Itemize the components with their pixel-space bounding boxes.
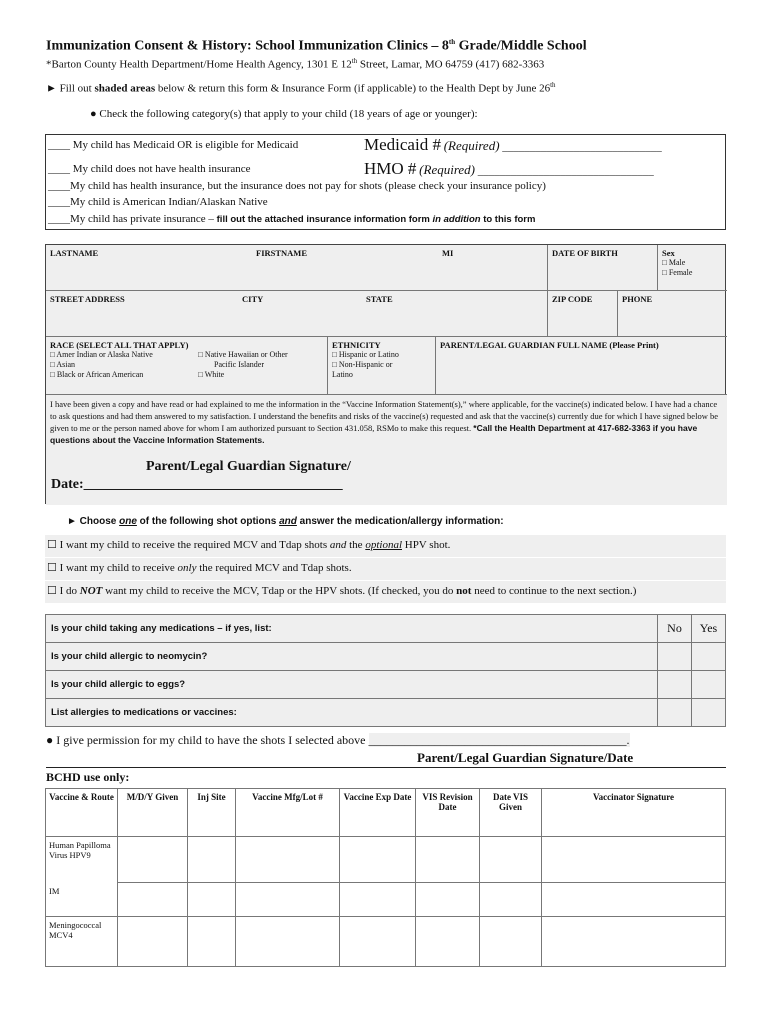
native-row[interactable]: ____My child is American Indian/Alaskan Native [48,196,268,208]
header-date-given: M/D/Y Given [118,789,188,837]
header-vis-given: Date VIS Given [480,789,542,837]
eggs-question: Is your child allergic to eggs? [46,671,658,699]
dob-cell[interactable]: DATE OF BIRTH [548,245,658,291]
table-cell[interactable] [542,917,726,967]
table-row [46,883,726,917]
table-cell[interactable] [188,837,236,883]
race-hawaiian-checkbox[interactable]: □ Native Hawaiian or Other [198,350,288,359]
guardian-name-cell[interactable]: PARENT/LEGAL GUARDIAN FULL NAME (Please Print) [436,337,727,395]
phone-cell[interactable]: PHONE [618,291,727,337]
neomycin-yes[interactable] [692,643,726,671]
medication-table [45,614,726,727]
bchd-use-title: BCHD use only: [46,770,130,784]
allergy-list-question: List allergies to medications or vaccines: [46,699,658,727]
table-cell[interactable] [236,883,340,917]
hpv-vaccine-cell: Human Papilloma Virus HPV9 [46,837,118,883]
female-checkbox[interactable]: □ Female [662,268,693,277]
medication-question: Is your child taking any medications – if yes, list: [46,615,658,643]
table-cell[interactable] [188,917,236,967]
race-black-checkbox[interactable]: □ Black or African American [50,370,144,379]
table-cell[interactable] [340,917,416,967]
guardian-signature-label: Parent/Legal Guardian Signature/ [146,459,351,474]
shot-options-heading: ► Choose one of the following shot options and answer the medication/allergy information: [67,516,504,527]
male-checkbox[interactable]: □ Male [662,258,686,267]
table-row [46,615,726,643]
eth-non-hispanic-cont: Latino [332,370,353,379]
address-cell[interactable] [46,291,548,337]
header-vaccine-route: Vaccine & Route [46,789,118,837]
table-row [46,837,726,883]
lastname-label: LASTNAME [50,248,99,258]
private-insurance-row[interactable]: ____My child has private insurance – fill out the attached insurance information form in addition to this form [48,213,536,225]
form-title: Immunization Consent & History: School Immunization Clinics – 8th Grade/Middle School [46,38,587,54]
sex-cell[interactable]: Sex □ Male □ Female [658,245,727,291]
hmo-number-field[interactable]: ________________________________ [477,165,654,177]
table-row [46,917,726,967]
guardian-signature-date-field[interactable]: Date:_____________________________________ [51,477,343,492]
option-required-only[interactable]: ☐ I want my child to receive only the required MCV and Tdap shots. [45,558,726,580]
category-note: ● Check the following category(s) that apply to your child (18 years of age or younger): [90,108,478,120]
eggs-yes[interactable] [692,671,726,699]
medicaid-number-label: Medicaid # [364,135,441,154]
table-cell[interactable] [188,883,236,917]
race-hawaiian-cont: Pacific Islander [214,360,264,369]
medication-yes[interactable]: Yes [692,615,726,643]
race-white-checkbox[interactable]: □ White [198,370,225,379]
table-row [46,643,726,671]
table-cell[interactable] [118,837,188,883]
race-asian-checkbox[interactable]: □ Asian [50,360,76,369]
table-cell[interactable] [416,917,480,967]
state-label: STATE [366,294,393,304]
underinsured-row[interactable]: ____My child has health insurance, but the insurance does not pay for shots (please check your insurance policy) [48,180,546,192]
eth-non-hispanic-checkbox[interactable]: □ Non-Hispanic or [332,360,393,369]
consent-statement: I have been given a copy and have read or had explained to me the information in the “Vaccine Information Statement(s),” where applicable, for the vaccine(s) indicated below. I have had a chance to ask questions and had them answered to my satisfaction. I understand the benefits and risks of the vaccine(s) requested and ask that the vaccine(s) currently due for which I have signed below be given to me or the person named above for whom I am authorized pursuant to Section 431.058, RSMo to make this request. *Call the Health Department at 417-682-3363 if you have questions about the Vaccine Information Statements. Parent/Legal Guardian Signature/ Date:_____________________________________ [46,395,727,505]
table-cell[interactable] [340,883,416,917]
table-cell[interactable] [118,883,188,917]
permission-statement: ● I give permission for my child to have the shots I selected above ___________________________________________. [46,733,630,747]
no-insurance-row[interactable]: ____ My child does not have health insurance HMO # (Required) ________________________________ [48,159,654,178]
medication-no[interactable]: No [658,615,692,643]
mi-label: MI [442,248,454,258]
option-no-shots[interactable]: ☐ I do NOT want my child to receive the MCV, Tdap or the HPV shots. (If checked, you do not need to continue to the next section.) [45,581,726,603]
permission-signature-label: Parent/Legal Guardian Signature/Date [417,750,634,765]
table-cell[interactable] [480,837,542,883]
table-cell[interactable] [480,917,542,967]
divider [46,767,726,768]
return-instruction: ► Fill out shaded areas below & return this form & Insurance Form (if applicable) to the Health Dept by June 26th [46,81,556,95]
street-label: STREET ADDRESS [50,294,125,304]
header-exp-date: Vaccine Exp Date [340,789,416,837]
medicaid-row[interactable]: ____ My child has Medicaid OR is eligible for Medicaid Medicaid # (Required) _____________________________ [48,135,662,154]
race-cell: RACE (SELECT ALL THAT APPLY) □ Amer Indian or Alaska Native □ Native Hawaiian or Other □ Asian Pacific Islander □ Black or African American □ White [46,337,328,395]
table-cell[interactable] [542,883,726,917]
table-row [46,671,726,699]
header-vaccinator-signature: Vaccinator Signature [542,789,726,837]
firstname-label: FIRSTNAME [256,248,308,258]
eggs-no[interactable] [658,671,692,699]
table-cell[interactable] [416,837,480,883]
header-vis-revision: VIS Revision Date [416,789,480,837]
table-row [46,699,726,727]
table-cell[interactable] [118,917,188,967]
bchd-vaccine-table [45,788,726,967]
zip-cell[interactable]: ZIP CODE [548,291,618,337]
table-cell[interactable] [236,917,340,967]
city-label: CITY [242,294,264,304]
table-cell[interactable] [480,883,542,917]
option-all-shots[interactable]: ☐ I want my child to receive the required MCV and Tdap shots and the optional HPV shot. [45,535,726,557]
table-cell[interactable] [340,837,416,883]
neomycin-no[interactable] [658,643,692,671]
permission-signature-field[interactable]: ___________________________________________. [368,733,630,747]
header-inj-site: Inj Site [188,789,236,837]
name-cell[interactable] [46,245,548,291]
neomycin-question: Is your child allergic to neomycin? [46,643,658,671]
header-mfg-lot: Vaccine Mfg/Lot # [236,789,340,837]
table-header-row [46,789,726,837]
hmo-number-label: HMO # [364,159,417,178]
child-info-grid [45,244,726,504]
allergy-yes[interactable] [692,699,726,727]
table-cell[interactable] [416,883,480,917]
agency-address: *Barton County Health Department/Home Health Agency, 1301 E 12th Street, Lamar, MO 64759 (417) 682-3363 [46,57,545,71]
medicaid-number-field[interactable]: _____________________________ [502,141,662,153]
ethnicity-cell: ETHNICITY □ Hispanic or Latino □ Non-Hispanic or Latino [328,337,436,395]
eth-hispanic-checkbox[interactable]: □ Hispanic or Latino [332,350,399,359]
table-cell[interactable] [542,837,726,883]
hpv-route-cell: IM [46,883,118,917]
mcv-vaccine-cell: Meningococcal MCV4 [46,917,118,967]
race-amer-indian-checkbox[interactable]: □ Amer Indian or Alaska Native [50,350,153,359]
allergy-no[interactable] [658,699,692,727]
table-cell[interactable] [236,837,340,883]
insurance-section [45,134,726,230]
